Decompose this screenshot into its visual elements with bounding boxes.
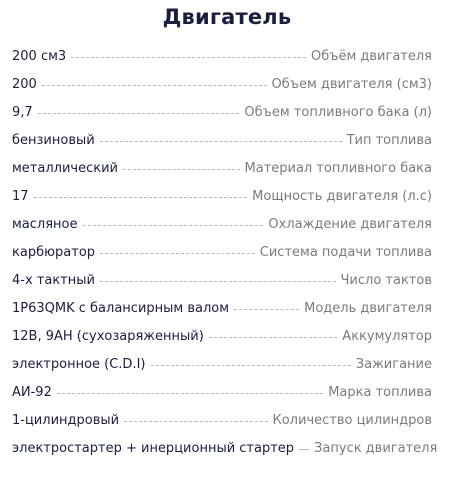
spec-label: Охлаждение двигателя	[268, 216, 432, 232]
dotted-leader	[299, 449, 309, 450]
spec-value: металлический	[12, 160, 118, 176]
dotted-leader	[124, 421, 267, 422]
spec-label: Система подачи топлива	[259, 244, 432, 260]
dotted-leader	[34, 197, 248, 198]
dotted-leader	[209, 337, 337, 338]
dotted-leader	[123, 169, 240, 170]
spec-value: 1P63QMK с балансирным валом	[12, 300, 230, 316]
spec-value: электронное (C.D.I)	[12, 356, 146, 372]
spec-label: Материал топливного бака	[244, 160, 432, 176]
spec-row	[12, 294, 432, 322]
spec-label: Объем двигателя (см3)	[271, 76, 432, 92]
spec-label: Аккумулятор	[342, 328, 432, 344]
spec-value: карбюратор	[12, 244, 96, 260]
spec-value: 9,7	[12, 104, 33, 120]
spec-row	[12, 434, 438, 462]
spec-row	[12, 350, 432, 378]
spec-value: 200 см3	[12, 48, 67, 64]
spec-list	[12, 42, 438, 462]
spec-label: Запуск двигателя	[314, 440, 438, 456]
spec-row	[12, 182, 432, 210]
spec-value: 200	[12, 76, 37, 92]
dotted-leader	[71, 57, 306, 58]
spec-value: 1-цилиндровый	[12, 412, 120, 428]
spec-label: Мощность двигателя (л.с)	[252, 188, 432, 204]
spec-row	[12, 70, 432, 98]
spec-row	[12, 238, 432, 266]
spec-row	[12, 154, 432, 182]
spec-value: масляное	[12, 216, 78, 232]
spec-label: Тип топлива	[346, 132, 432, 148]
spec-row	[12, 322, 432, 350]
spec-label: Модель двигателя	[304, 300, 432, 316]
dotted-leader	[38, 113, 240, 114]
spec-label: Марка топлива	[328, 384, 432, 400]
dotted-leader	[100, 253, 255, 254]
section-title: Двигатель	[162, 5, 292, 29]
spec-value: 4-х тактный	[12, 272, 95, 288]
spec-value: АИ-92	[12, 384, 52, 400]
dotted-leader	[42, 85, 267, 86]
spec-label: Число тактов	[340, 272, 432, 288]
spec-row	[12, 378, 432, 406]
spec-row	[12, 406, 432, 434]
dotted-leader	[100, 281, 336, 282]
spec-row	[12, 126, 432, 154]
spec-value: 12В, 9АН (сухозаряженный)	[12, 328, 204, 344]
dotted-leader	[151, 365, 351, 366]
spec-row	[12, 98, 432, 126]
dotted-leader	[234, 309, 299, 310]
spec-label: Зажигание	[355, 356, 432, 372]
spec-value: электростартер + инерционный стартер	[12, 440, 295, 456]
spec-label: Объём двигателя	[311, 48, 432, 64]
dotted-leader	[83, 225, 264, 226]
spec-value: 17	[12, 188, 29, 204]
dotted-leader	[57, 393, 323, 394]
spec-row	[12, 42, 432, 70]
spec-row	[12, 210, 432, 238]
spec-value: бензиновый	[12, 132, 95, 148]
dotted-leader	[100, 141, 342, 142]
spec-label: Объем топливного бака (л)	[244, 104, 432, 120]
spec-row	[12, 266, 432, 294]
spec-label: Количество цилиндров	[272, 412, 432, 428]
